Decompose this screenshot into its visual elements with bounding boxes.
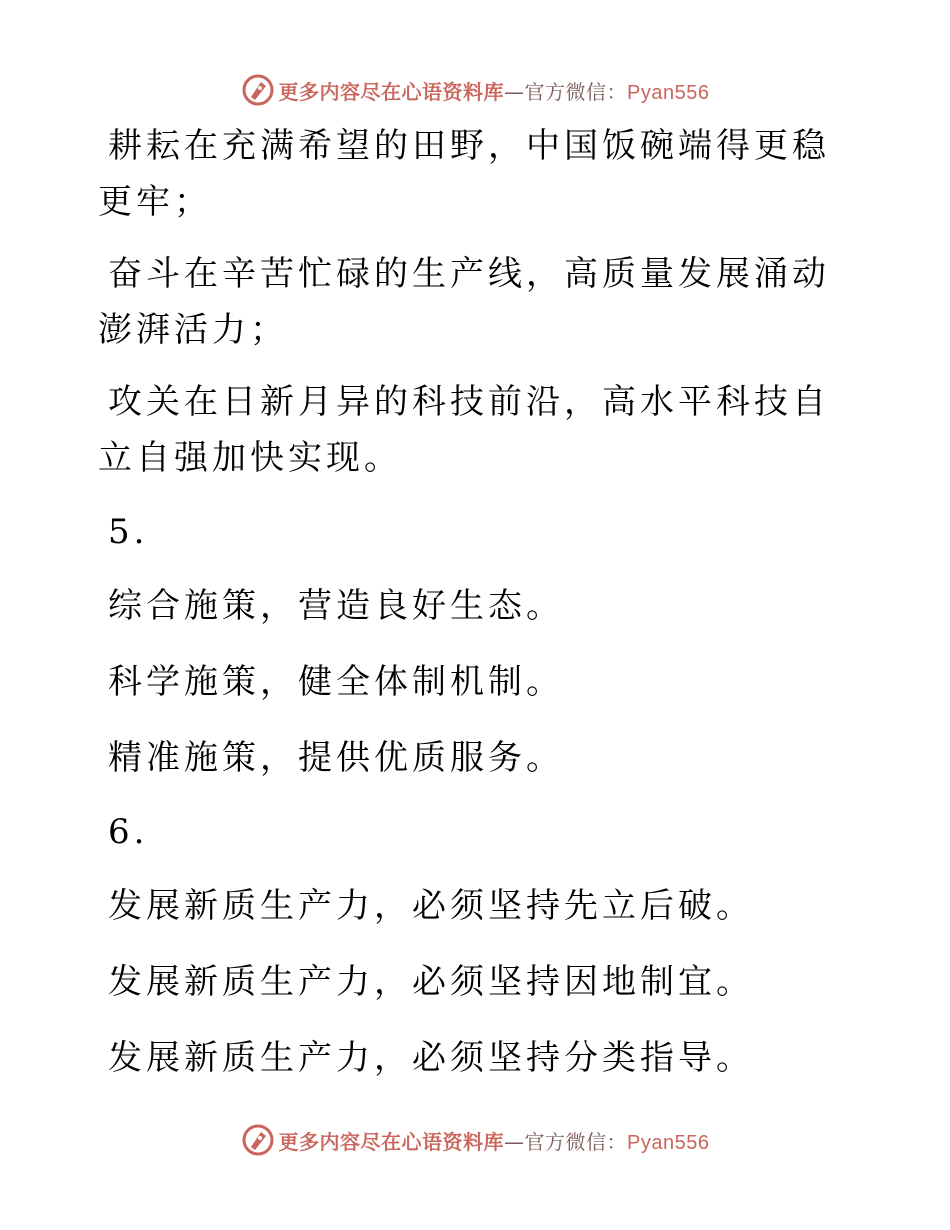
banner-wechat-id: Pyan556 (627, 1131, 710, 1154)
banner-main-text: 更多内容尽在心语资料库 (278, 1129, 505, 1154)
footer-banner-inner (241, 1123, 710, 1157)
banner-text (279, 1126, 710, 1155)
paragraph-production: 奋斗在辛苦忙碌的生产线，高质量发展涌动澎湃活力； (98, 254, 830, 350)
pen-nib-logo-icon (241, 73, 275, 107)
banner-wechat-label: 官方微信： (524, 79, 628, 104)
paragraph-scientific-policy: 科学施策，健全体制机制。 (108, 662, 564, 702)
banner-main-text: 更多内容尽在心语资料库 (278, 79, 505, 104)
section-number-5: 5. (108, 512, 149, 552)
footer-banner (0, 1120, 950, 1160)
banner-dash: — (504, 1129, 525, 1154)
header-banner-inner (241, 73, 710, 107)
pen-nib-logo-icon (241, 1123, 275, 1157)
banner-wechat-id: Pyan556 (627, 81, 710, 104)
paragraph-break-after-build: 发展新质生产力，必须坚持先立后破。 (108, 886, 754, 926)
paragraph-local-conditions: 发展新质生产力，必须坚持因地制宜。 (108, 962, 754, 1002)
paragraph-technology: 攻关在日新月异的科技前沿，高水平科技自立自强加快实现。 (98, 382, 830, 478)
paragraph-comprehensive-policy: 综合施策，营造良好生态。 (108, 586, 564, 626)
document-body (98, 118, 838, 1086)
paragraph-precise-policy: 精准施策，提供优质服务。 (108, 738, 564, 778)
header-banner (0, 70, 950, 110)
section-number-6: 6. (108, 812, 149, 852)
paragraph-category-guidance: 发展新质生产力，必须坚持分类指导。 (108, 1038, 754, 1078)
banner-text (279, 76, 710, 105)
banner-dash: — (504, 79, 525, 104)
paragraph-farming: 耕耘在充满希望的田野，中国饭碗端得更稳更牢； (98, 126, 830, 222)
banner-wechat-label: 官方微信： (524, 1129, 628, 1154)
